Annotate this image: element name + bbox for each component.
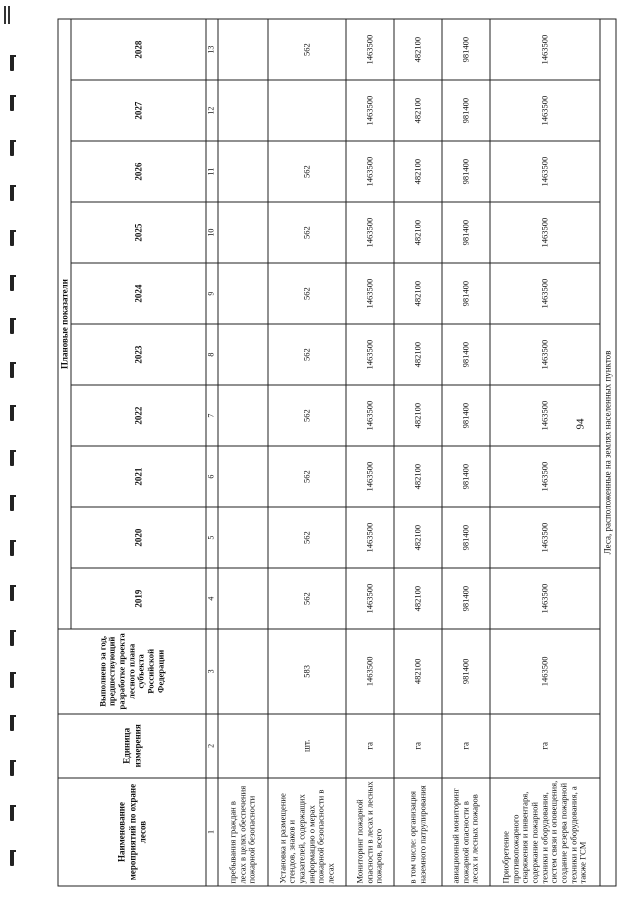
index-cell: 8 <box>206 324 218 385</box>
value-cell: 562 <box>268 446 346 507</box>
page-number: 94 <box>574 418 587 430</box>
index-row <box>206 19 218 886</box>
value-cell <box>218 446 268 507</box>
index-cell: 12 <box>206 80 218 141</box>
table-row <box>346 19 394 886</box>
value-cell: 1463500 <box>346 263 394 324</box>
value-cell: 1463500 <box>490 141 600 202</box>
row-done: 482100 <box>394 629 442 713</box>
binding-mark <box>10 230 14 246</box>
value-cell: 1463500 <box>490 80 600 141</box>
index-cell: 7 <box>206 385 218 446</box>
index-cell: 3 <box>206 629 218 713</box>
binding-mark <box>10 805 14 821</box>
value-cell: 562 <box>268 202 346 263</box>
value-cell: 981400 <box>442 446 490 507</box>
value-cell <box>218 19 268 80</box>
row-name: Установка и размещение стендов, знаков и указателей, содержащих информацию о мерах пожарной безопасности в лесах <box>268 778 346 886</box>
table-row <box>490 19 600 886</box>
year-cell: 2028 <box>71 19 206 80</box>
value-cell: 1463500 <box>346 446 394 507</box>
value-cell <box>268 80 346 141</box>
table-row <box>268 19 346 886</box>
row-unit: га <box>346 714 394 779</box>
index-cell: 4 <box>206 568 218 629</box>
binder-margin <box>0 0 30 905</box>
value-cell: 1463500 <box>490 446 600 507</box>
value-cell <box>218 324 268 385</box>
index-cell: 5 <box>206 507 218 568</box>
table-row <box>442 19 490 886</box>
value-cell: 1463500 <box>346 324 394 385</box>
value-cell: 1463500 <box>490 568 600 629</box>
value-cell: 1463500 <box>346 507 394 568</box>
value-cell: 981400 <box>442 141 490 202</box>
index-cell: 13 <box>206 19 218 80</box>
value-cell: 1463500 <box>346 141 394 202</box>
value-cell: 981400 <box>442 80 490 141</box>
index-cell: 2 <box>206 714 218 779</box>
year-cell: 2026 <box>71 141 206 202</box>
value-cell: 981400 <box>442 19 490 80</box>
value-cell: 482100 <box>394 263 442 324</box>
row-done <box>218 629 268 713</box>
value-cell: 1463500 <box>346 568 394 629</box>
header-done: Выполнено за год, предшествующий разработке проекта лесного плана субъекта Российской Федерации <box>58 629 206 713</box>
value-cell: 1463500 <box>346 80 394 141</box>
binding-mark <box>10 760 14 776</box>
binding-mark <box>10 185 14 201</box>
row-done: 981400 <box>442 629 490 713</box>
table-row <box>218 19 268 886</box>
row-done: 1463500 <box>490 629 600 713</box>
binding-mark <box>10 140 14 156</box>
row-unit: шт. <box>268 714 346 779</box>
header-name: Наименование мероприятий по охране лесов <box>58 778 206 886</box>
value-cell: 1463500 <box>346 202 394 263</box>
value-cell: 981400 <box>442 568 490 629</box>
value-cell: 482100 <box>394 202 442 263</box>
binding-mark <box>10 495 14 511</box>
year-cell: 2024 <box>71 263 206 324</box>
section-title: Леса, расположенные на землях населенных пунктов <box>600 19 616 886</box>
edge-mark <box>4 6 6 24</box>
index-cell: 11 <box>206 141 218 202</box>
table-row <box>394 19 442 886</box>
row-unit <box>218 714 268 779</box>
index-cell: 1 <box>206 778 218 886</box>
value-cell: 1463500 <box>346 385 394 446</box>
binding-mark <box>10 585 14 601</box>
row-name: пребывания граждан в лесах в целях обеспечения пожарной безопасности <box>218 778 268 886</box>
value-cell: 562 <box>268 141 346 202</box>
value-cell <box>218 263 268 324</box>
value-cell: 482100 <box>394 446 442 507</box>
value-cell: 981400 <box>442 263 490 324</box>
header-row <box>58 19 71 886</box>
value-cell: 981400 <box>442 202 490 263</box>
value-cell: 1463500 <box>490 263 600 324</box>
year-cell: 2020 <box>71 507 206 568</box>
rotated-page <box>58 19 613 887</box>
binding-mark <box>10 95 14 111</box>
row-unit: га <box>490 714 600 779</box>
row-name: Мониторинг пожарной опасности в лесах и лесных пожаров, всего <box>346 778 394 886</box>
year-cell: 2019 <box>71 568 206 629</box>
row-done: 583 <box>268 629 346 713</box>
binding-mark <box>10 405 14 421</box>
header-planned: Плановые показатели <box>58 19 71 629</box>
value-cell: 482100 <box>394 507 442 568</box>
value-cell: 562 <box>268 19 346 80</box>
year-cell: 2021 <box>71 446 206 507</box>
value-cell: 562 <box>268 507 346 568</box>
row-name: Приобретение противопожарного снаряжения и инвентаря, содержание пожарной техники и оборудования, систем связи и оповещения, создание резерва пожарной техники и оборудования, а также ГСМ <box>490 778 600 886</box>
year-cell: 2023 <box>71 324 206 385</box>
index-cell: 6 <box>206 446 218 507</box>
value-cell: 1463500 <box>490 324 600 385</box>
value-cell: 482100 <box>394 568 442 629</box>
row-name: авиационный мониторинг пожарной опасности в лесах и лесных пожаров <box>442 778 490 886</box>
value-cell: 981400 <box>442 324 490 385</box>
binding-mark <box>10 318 14 334</box>
binding-mark <box>10 715 14 731</box>
binding-mark <box>10 850 14 866</box>
value-cell: 1463500 <box>490 507 600 568</box>
row-name: в том числе: организация наземного патрулирования <box>394 778 442 886</box>
value-cell: 562 <box>268 568 346 629</box>
value-cell: 482100 <box>394 80 442 141</box>
year-cell: 2025 <box>71 202 206 263</box>
row-unit: га <box>442 714 490 779</box>
value-cell <box>218 80 268 141</box>
value-cell: 482100 <box>394 141 442 202</box>
binding-mark <box>10 362 14 378</box>
value-cell <box>218 507 268 568</box>
binding-mark <box>10 450 14 466</box>
index-cell: 10 <box>206 202 218 263</box>
value-cell <box>218 202 268 263</box>
binding-mark <box>10 275 14 291</box>
value-cell: 1463500 <box>490 385 600 446</box>
value-cell: 562 <box>268 324 346 385</box>
value-cell: 482100 <box>394 19 442 80</box>
binding-mark <box>10 672 14 688</box>
value-cell: 562 <box>268 263 346 324</box>
index-cell: 9 <box>206 263 218 324</box>
section-footer-row <box>600 19 616 886</box>
value-cell <box>218 141 268 202</box>
value-cell: 1463500 <box>490 202 600 263</box>
value-cell: 981400 <box>442 507 490 568</box>
row-done: 1463500 <box>346 629 394 713</box>
value-cell: 482100 <box>394 385 442 446</box>
header-unit: Единица измерения <box>58 714 206 779</box>
row-unit: га <box>394 714 442 779</box>
binding-mark <box>10 55 14 71</box>
year-cell: 2027 <box>71 80 206 141</box>
value-cell <box>218 568 268 629</box>
value-cell: 1463500 <box>346 19 394 80</box>
value-cell: 981400 <box>442 385 490 446</box>
binding-mark <box>10 630 14 646</box>
forest-protection-table <box>58 19 617 887</box>
edge-mark <box>8 6 10 24</box>
value-cell: 1463500 <box>490 19 600 80</box>
binding-mark <box>10 540 14 556</box>
value-cell <box>218 385 268 446</box>
value-cell: 482100 <box>394 324 442 385</box>
year-cell: 2022 <box>71 385 206 446</box>
value-cell: 562 <box>268 385 346 446</box>
